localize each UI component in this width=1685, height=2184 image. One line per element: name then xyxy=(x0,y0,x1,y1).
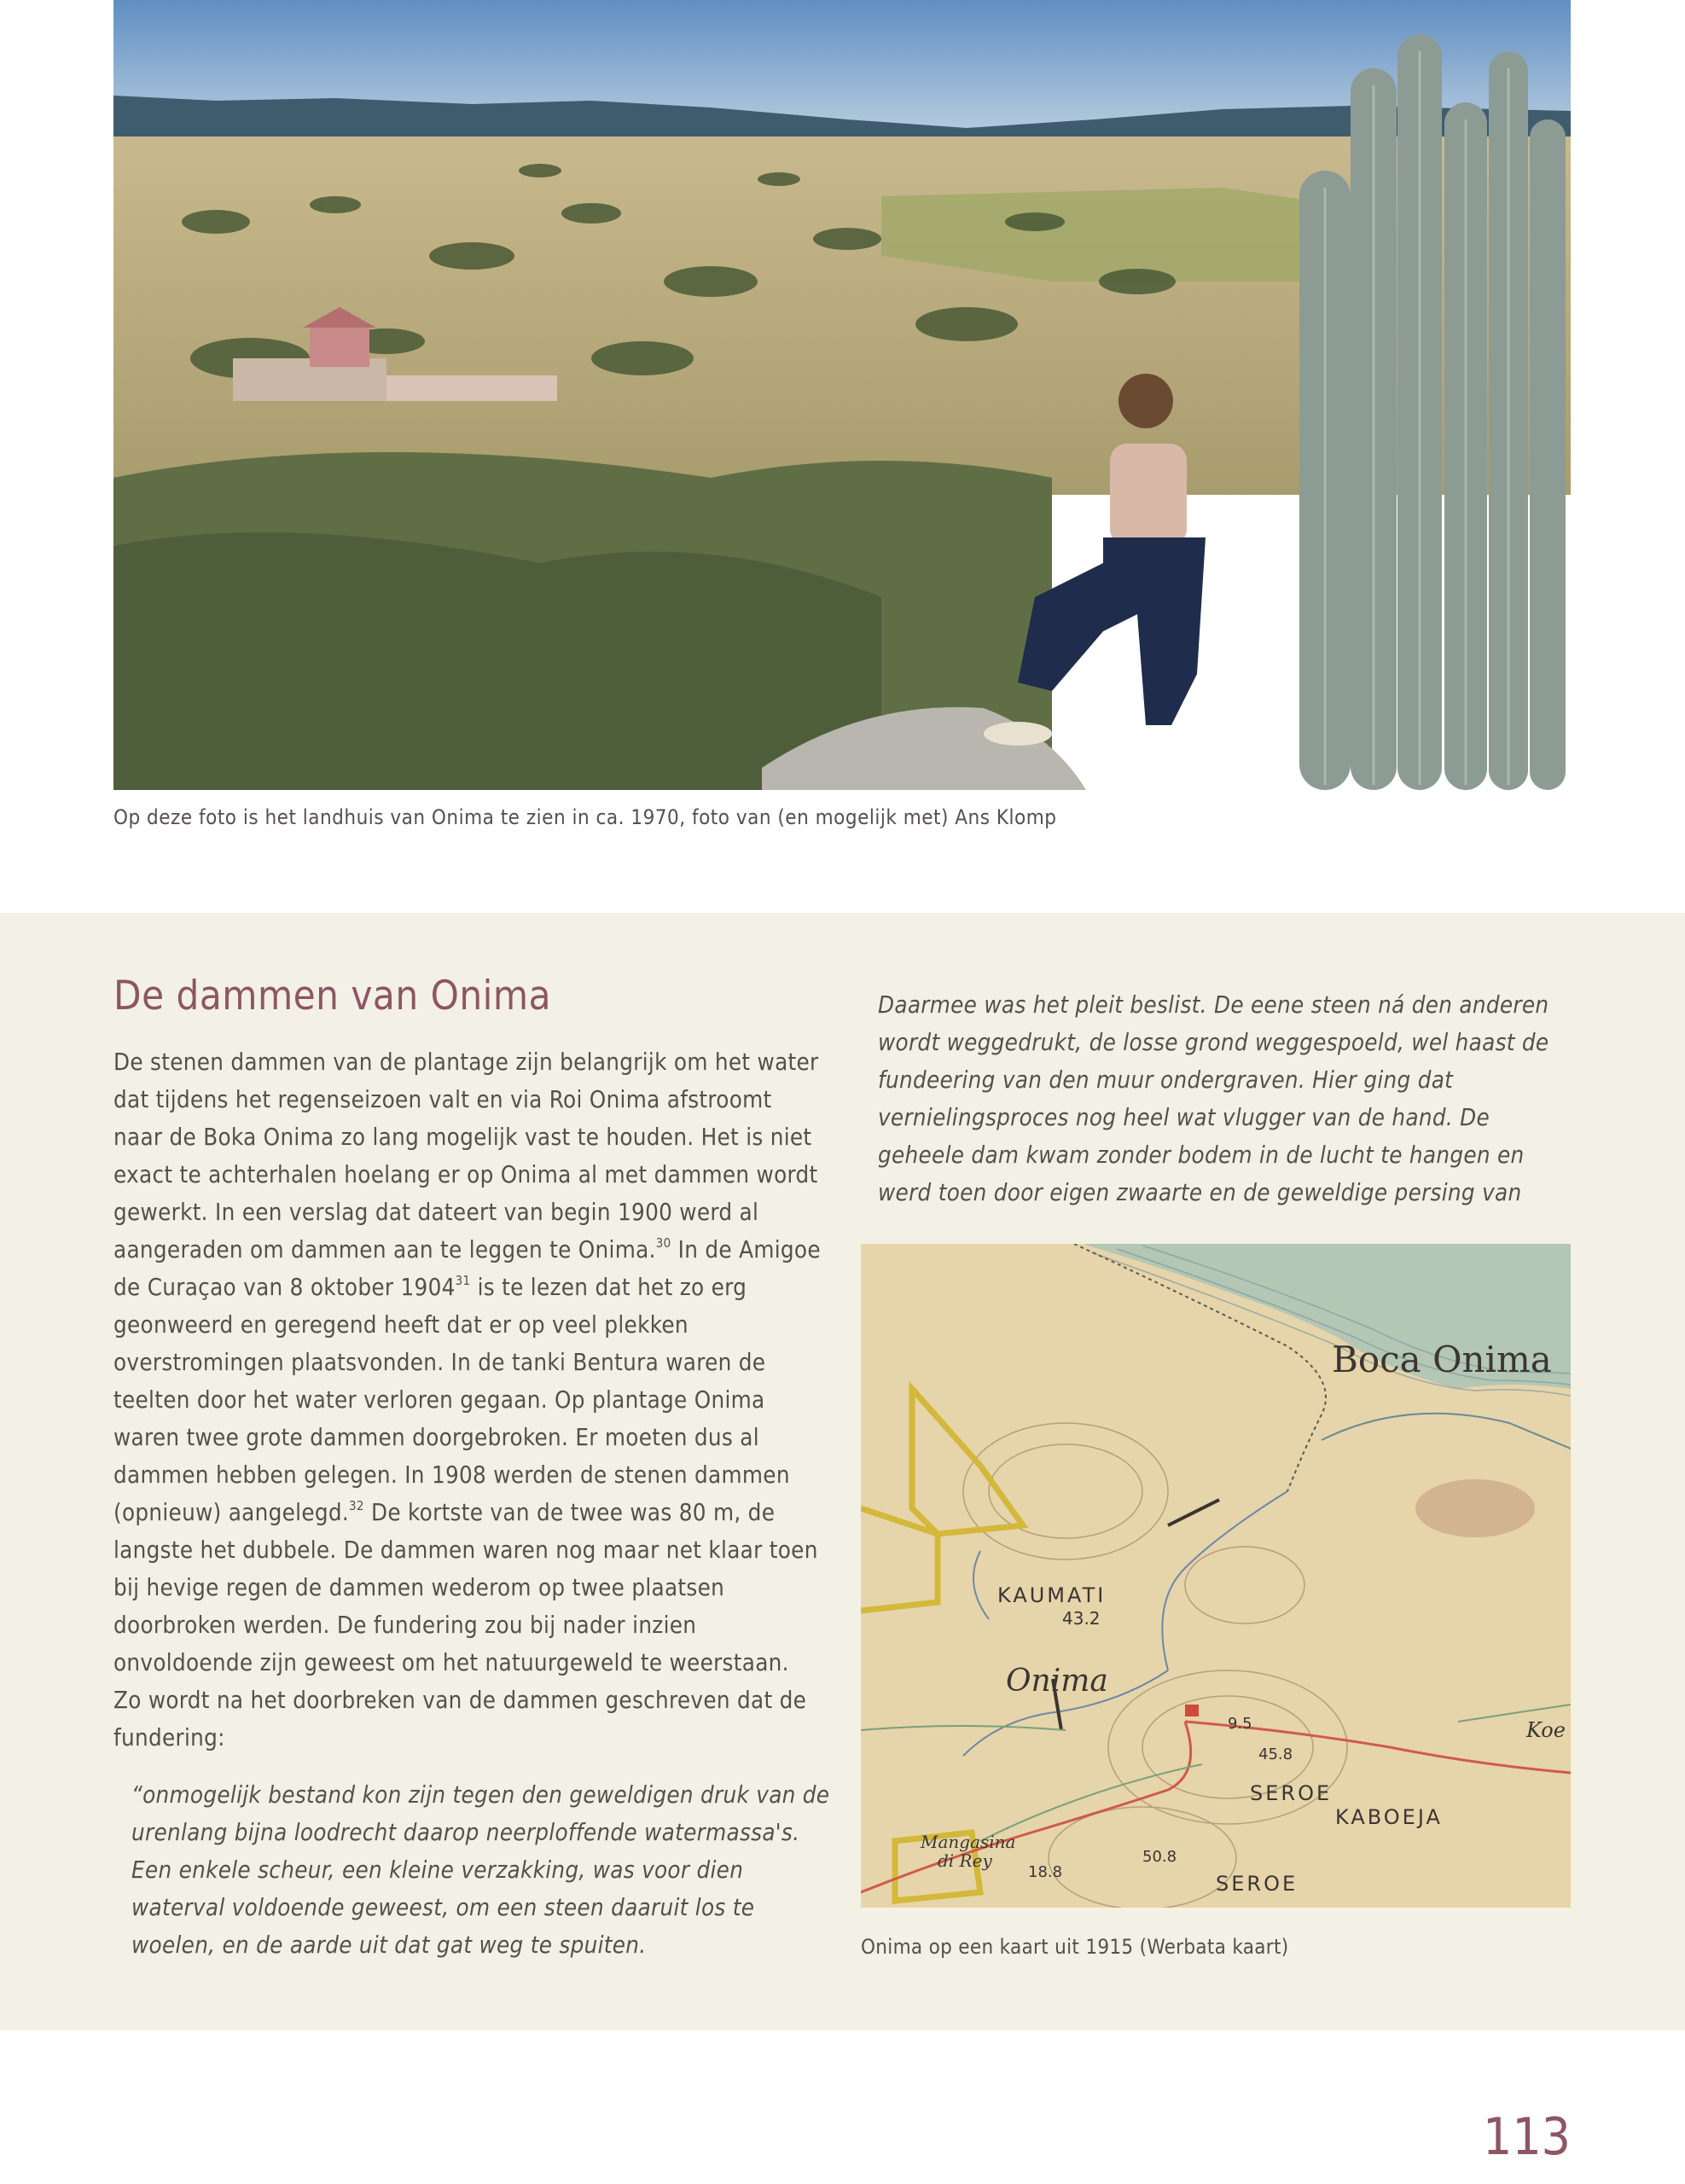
map-label-height-18-8: 18.8 xyxy=(1028,1863,1063,1881)
footnote-ref-31: 31 xyxy=(455,1273,471,1288)
map-label-height-45-8: 45.8 xyxy=(1258,1745,1293,1763)
map-label-kaumati-height: 43.2 xyxy=(1062,1608,1101,1629)
map-label-koe: Koe xyxy=(1526,1718,1566,1742)
page-number: 113 xyxy=(1482,2107,1571,2167)
map-label-seroe-2: SEROE xyxy=(1216,1872,1299,1896)
map-label-onima: Onima xyxy=(1006,1664,1108,1699)
footnote-ref-30: 30 xyxy=(655,1235,671,1251)
block-quote-left: “onmogelijk bestand kon zijn tegen den geweldigen druk van de urenlang bijna loodrecht daarop neerploffende watermassa's. Een enkele scheur, een kleine verzakking, was voor dien waterval voldoende geweest, om een steen daaruit los te woelen, en de aarde uit dat gat weg te spuiten. xyxy=(131,1781,830,1959)
map-caption: Onima op een kaart uit 1915 (Werbata kaart) xyxy=(861,1935,1289,1959)
map-label-height-50-8: 50.8 xyxy=(1142,1848,1177,1866)
map-label-height-9-5: 9.5 xyxy=(1228,1715,1252,1733)
paragraph-part-2: In de Amigoe de Curaçao van 8 oktober 1904 xyxy=(113,1236,821,1301)
map-label-kaumati: KAUMATI xyxy=(997,1583,1107,1607)
footnote-ref-32: 32 xyxy=(349,1498,364,1513)
map-illustration xyxy=(861,1244,1571,1908)
map-label-boca-onima: Boca Onima xyxy=(1332,1339,1552,1380)
paragraph-part-1: De stenen dammen van de plantage zijn belangrijk om het water dat tijdens het regenseizoen valt en via Roi Onima afstroomt naar de Boka Onima zo lang mogelijk vast te houden. Het is niet exact te achterhalen hoelang er op Onima al met dammen wordt gewerkt. In een verslag dat dateert van begin 1900 werd al aangeraden om dammen aan te leggen te Onima. xyxy=(113,1048,819,1263)
paragraph-part-4: De kortste van de twee was 80 m, de langste het dubbele. De dammen waren nog maar net klaar toen bij hevige regen de dammen wederom op twee plaatsen doorbroken werden. De fundering zou bij nader inzien onvoldoende zijn geweest om het natuurgeweld te weerstaan. Zo wordt na het doorbreken van de dammen geschreven dat de fundering: xyxy=(113,1499,818,1751)
landscape-photo xyxy=(113,0,1571,790)
block-quote-right: Daarmee was het pleit beslist. De eene steen ná den anderen wordt weggedrukt, de losse grond weggespoeld, wel haast de fundeering van den muur ondergraven. Hier ging dat vernielingsproces nog heel wat vlugger van de hand. De geheele dam kwam zonder bodem in de lucht te hangen en werd toen door eigen zwaarte en de geweldige persing van xyxy=(878,991,1549,1206)
photo-caption: Op deze foto is het landhuis van Onima te zien in ca. 1970, foto van (en mogelijk met) Ans Klomp xyxy=(113,805,1057,829)
landscape-photo-illustration xyxy=(113,0,1571,790)
left-column xyxy=(113,973,822,1757)
map-label-seroe: SEROE xyxy=(1250,1781,1333,1805)
map-label-di-rey: di Rey xyxy=(938,1850,992,1871)
historical-map xyxy=(861,1244,1571,1908)
section-title: De dammen van Onima xyxy=(113,973,552,1019)
body-paragraph xyxy=(113,1043,822,1757)
map-label-kaboeja: KABOEJA xyxy=(1335,1805,1443,1829)
paragraph-part-3: is te lezen dat het zo erg geonweerd en geregend heeft dat er op veel plekken overstromingen plaatsvonden. In de tanki Bentura waren de teelten door het water verloren gegaan. Op plantage Onima waren twee grote dammen doorgebroken. Er moeten dus al dammen hebben gelegen. In 1908 werden de stenen dammen (opnieuw) aangelegd. xyxy=(113,1274,790,1526)
map-label-mangasina: Mangasina xyxy=(921,1832,1016,1852)
